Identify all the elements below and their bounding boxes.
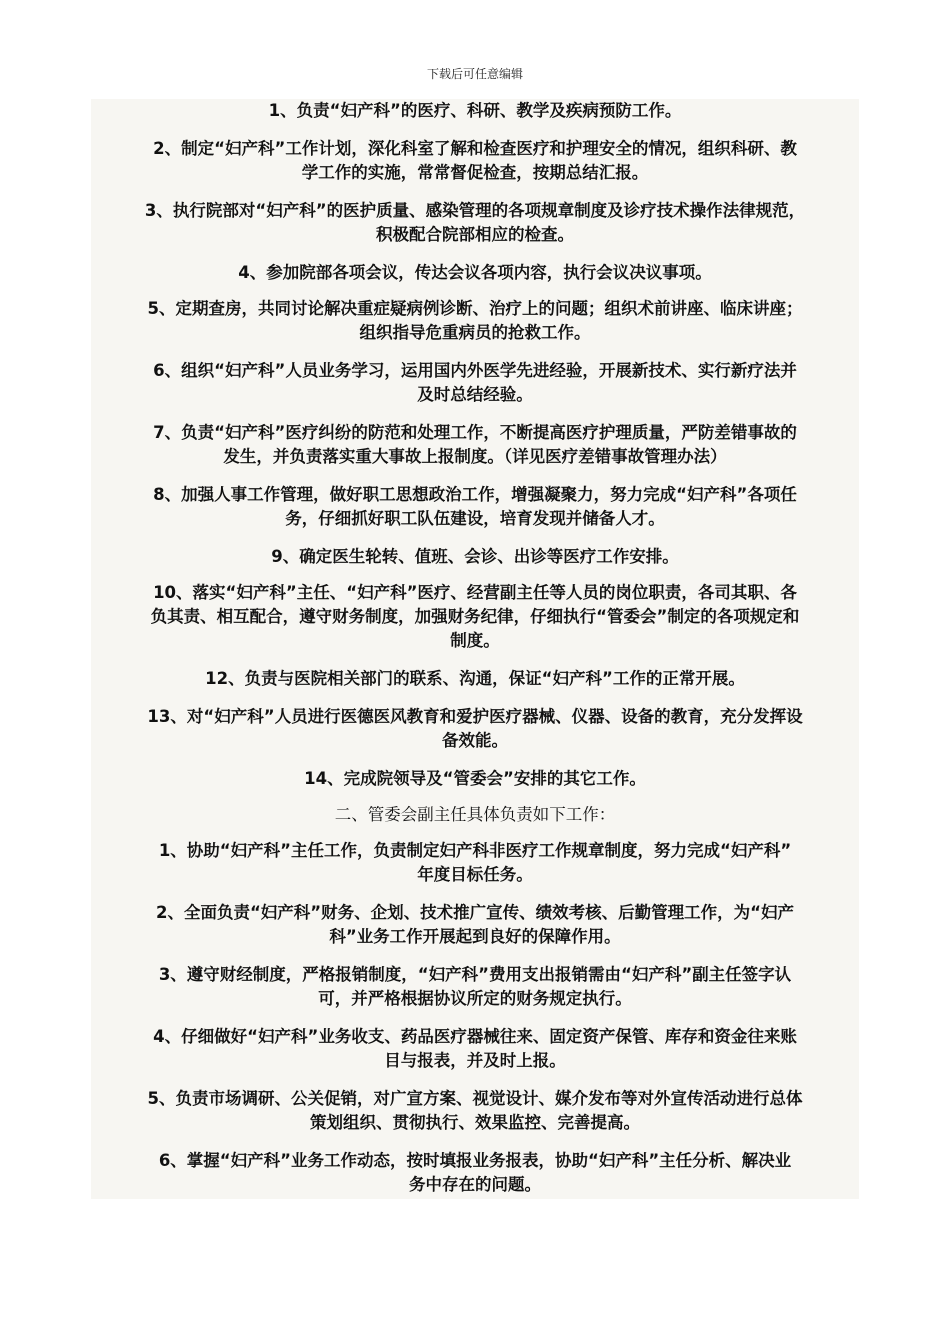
duty-line: 策划组织、贯彻执行、效果监控、完善提高。 xyxy=(310,1113,640,1132)
duty-item-4 xyxy=(91,261,859,285)
duty-item-12 xyxy=(91,667,859,691)
duty-line: 2、全面负责“妇产科”财务、企划、技术推广宣传、绩效考核、后勤管理工作，为“妇产 xyxy=(155,903,794,922)
duty-line: 可，并严格根据协议所定的财务规定执行。 xyxy=(318,989,632,1008)
duty-line: 12、负责与医院相关部门的联系、沟通，保证“妇产科”工作的正常开展。 xyxy=(205,669,745,688)
duty-line: 1、负责“妇产科”的医疗、科研、教学及疾病预防工作。 xyxy=(268,101,682,120)
vice-duty-item-5 xyxy=(91,1087,859,1135)
duty-line: 积极配合院部相应的检查。 xyxy=(376,225,574,244)
duty-line: 4、参加院部各项会议，传达会议各项内容，执行会议决议事项。 xyxy=(238,263,712,282)
duty-item-6 xyxy=(91,359,859,407)
duty-line: 务，仔细抓好职工队伍建设，培育发现并储备人才。 xyxy=(285,509,665,528)
duty-line: 9、确定医生轮转、值班、会诊、出诊等医疗工作安排。 xyxy=(271,547,679,566)
duty-line: 务中存在的问题。 xyxy=(409,1175,541,1194)
duty-item-10 xyxy=(91,581,859,653)
duty-item-8 xyxy=(91,483,859,531)
duty-line: 备效能。 xyxy=(442,731,508,750)
vice-duty-item-3 xyxy=(91,963,859,1011)
duty-item-1 xyxy=(91,99,859,123)
duty-line: 13、对“妇产科”人员进行医德医风教育和爱护医疗器械、仪器、设备的教育，充分发挥设 xyxy=(147,707,803,726)
duty-line: 目与报表，并及时上报。 xyxy=(384,1051,566,1070)
duty-line: 制度。 xyxy=(450,631,500,650)
page-header: 下载后可任意编辑 xyxy=(426,67,523,81)
vice-duty-item-4 xyxy=(91,1025,859,1073)
duty-item-9 xyxy=(91,545,859,569)
duty-line: 14、完成院领导及“管委会”安排的其它工作。 xyxy=(304,769,646,788)
duty-line: 科”业务工作开展起到良好的保障作用。 xyxy=(329,927,621,946)
section-heading-line: 二、管委会副主任具体负责如下工作： xyxy=(334,805,616,824)
vice-duty-item-2 xyxy=(91,901,859,949)
duty-item-3 xyxy=(91,199,859,247)
duty-item-14 xyxy=(91,767,859,791)
duty-line: 学工作的实施，常常督促检查，按期总结汇报。 xyxy=(301,163,649,182)
duty-line: 组织指导危重病员的抢救工作。 xyxy=(359,323,591,342)
duty-line: 10、落实“妇产科”主任、“妇产科”医疗、经营副主任等人员的岗位职责，各司其职、各 xyxy=(153,583,797,602)
duty-line: 及时总结经验。 xyxy=(417,385,533,404)
duty-item-5 xyxy=(91,297,859,345)
duty-line: 5、负责市场调研、公关促销，对广宣方案、视觉设计、媒介发布等对外宣传活动进行总体 xyxy=(147,1089,803,1108)
vice-duty-item-6 xyxy=(91,1149,859,1197)
duty-line: 6、组织“妇产科”人员业务学习，运用国内外医学先进经验，开展新技术、实行新疗法并 xyxy=(153,361,797,380)
duty-item-7 xyxy=(91,421,859,469)
duty-line: 3、执行院部对“妇产科”的医护质量、感染管理的各项规章制度及诊疗技术操作法律规范， xyxy=(144,201,806,220)
duty-line: 3、遵守财经制度，严格报销制度，“妇产科”费用支出报销需由“妇产科”副主任签字认 xyxy=(158,965,792,984)
duty-item-2 xyxy=(91,137,859,185)
duty-line: 8、加强人事工作管理，做好职工思想政治工作，增强凝聚力，努力完成“妇产科”各项任 xyxy=(153,485,797,504)
vice-duty-item-1 xyxy=(91,839,859,887)
duty-line: 1、协助“妇产科”主任工作，负责制定妇产科非医疗工作规章制度，努力完成“妇产科” xyxy=(158,841,792,860)
duty-line: 5、定期查房，共同讨论解决重症疑病例诊断、治疗上的问题；组织术前讲座、临床讲座； xyxy=(147,299,803,318)
document-body xyxy=(91,99,859,1199)
duty-line: 4、仔细做好“妇产科”业务收支、药品医疗器械往来、固定资产保管、库存和资金往来账 xyxy=(153,1027,797,1046)
duty-line: 负其责、相互配合，遵守财务制度，加强财务纪律，仔细执行“管委会”制定的各项规定和 xyxy=(150,607,800,626)
duty-item-13 xyxy=(91,705,859,753)
section-heading xyxy=(91,803,859,827)
duty-line: 发生，并负责落实重大事故上报制度。（详见医疗差错事故管理办法） xyxy=(223,447,727,466)
duty-line: 7、负责“妇产科”医疗纠纷的防范和处理工作，不断提高医疗护理质量，严防差错事故的 xyxy=(153,423,797,442)
duty-line: 年度目标任务。 xyxy=(417,865,533,884)
duty-line: 2、制定“妇产科”工作计划，深化科室了解和检查医疗和护理安全的情况，组织科研、教 xyxy=(153,139,797,158)
duty-line: 6、掌握“妇产科”业务工作动态，按时填报业务报表，协助“妇产科”主任分析、解决业 xyxy=(158,1151,792,1170)
